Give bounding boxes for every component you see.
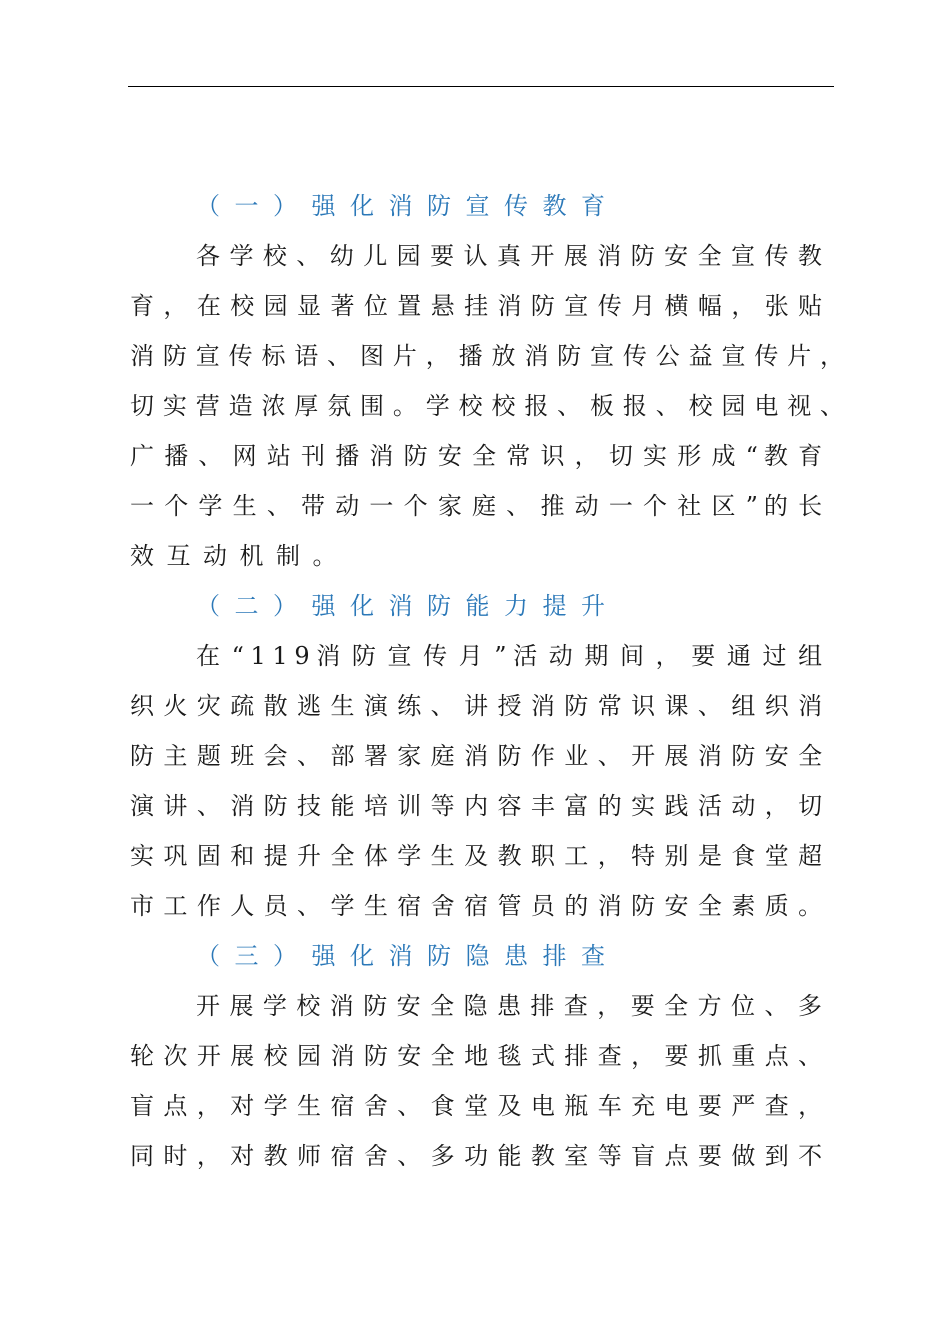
paragraph-line: 效互动机制。 — [130, 542, 349, 570]
paragraph-line: 消 防 宣 传 标 语 、 图 片 ， 播 放 消 防 宣 传 公 益 宣 传 片 ， — [130, 342, 845, 370]
document-body — [130, 181, 845, 1181]
section-heading: （二）强化消防能力提升 — [196, 592, 620, 620]
paragraph-line: 切 实 营 造 浓 厚 氛 围 。 学 校 校 报 、 板 报 、 校 园 电 视 、 — [130, 392, 845, 420]
paragraph-line: 开 展 学 校 消 防 安 全 隐 患 排 查 ， 要 全 方 位 、 多 — [196, 992, 822, 1020]
paragraph-line: 防 主 题 班 会 、 部 署 家 庭 消 防 作 业 、 开 展 消 防 安 全 — [130, 742, 823, 770]
paragraph-line: 各 学 校 、 幼 儿 园 要 认 真 开 展 消 防 安 全 宣 传 教 — [196, 242, 822, 270]
paragraph-line: 市 工 作 人 员 、 学 生 宿 舍 宿 管 员 的 消 防 安 全 素 质 。 — [130, 892, 823, 920]
paragraph-line: 同 时 ， 对 教 师 宿 舍 、 多 功 能 教 室 等 盲 点 要 做 到 不 — [130, 1142, 823, 1170]
paragraph-line: 实 巩 固 和 提 升 全 体 学 生 及 教 职 工 ， 特 别 是 食 堂 超 — [130, 842, 823, 870]
paragraph-line: 育 ， 在 校 园 显 著 位 置 悬 挂 消 防 宣 传 月 横 幅 ， 张 贴 — [130, 292, 823, 320]
paragraph-line: 织 火 灾 疏 散 逃 生 演 练 、 讲 授 消 防 常 识 课 、 组 织 消 — [130, 692, 823, 720]
section-heading: （三）强化消防隐患排查 — [196, 942, 620, 970]
paragraph-line: 演 讲 、 消 防 技 能 培 训 等 内 容 丰 富 的 实 践 活 动 ， 切 — [130, 792, 823, 820]
paragraph-line: 一 个 学 生 、 带 动 一 个 家 庭 、 推 动 一 个 社 区 ” 的 长 — [130, 492, 823, 520]
header-rule — [128, 86, 834, 87]
paragraph-line: 轮 次 开 展 校 园 消 防 安 全 地 毯 式 排 查 ， 要 抓 重 点 、 — [130, 1042, 823, 1070]
paragraph-line: 广 播 、 网 站 刊 播 消 防 安 全 常 识 ， 切 实 形 成 “ 教 育 — [130, 442, 823, 470]
paragraph-line: 在 “ 1 1 9 消 防 宣 传 月 ” 活 动 期 间 ， 要 通 过 组 — [196, 642, 823, 670]
paragraph-line: 盲 点 ， 对 学 生 宿 舍 、 食 堂 及 电 瓶 车 充 电 要 严 查 ， — [130, 1092, 823, 1120]
section-heading: （一）强化消防宣传教育 — [196, 192, 620, 220]
